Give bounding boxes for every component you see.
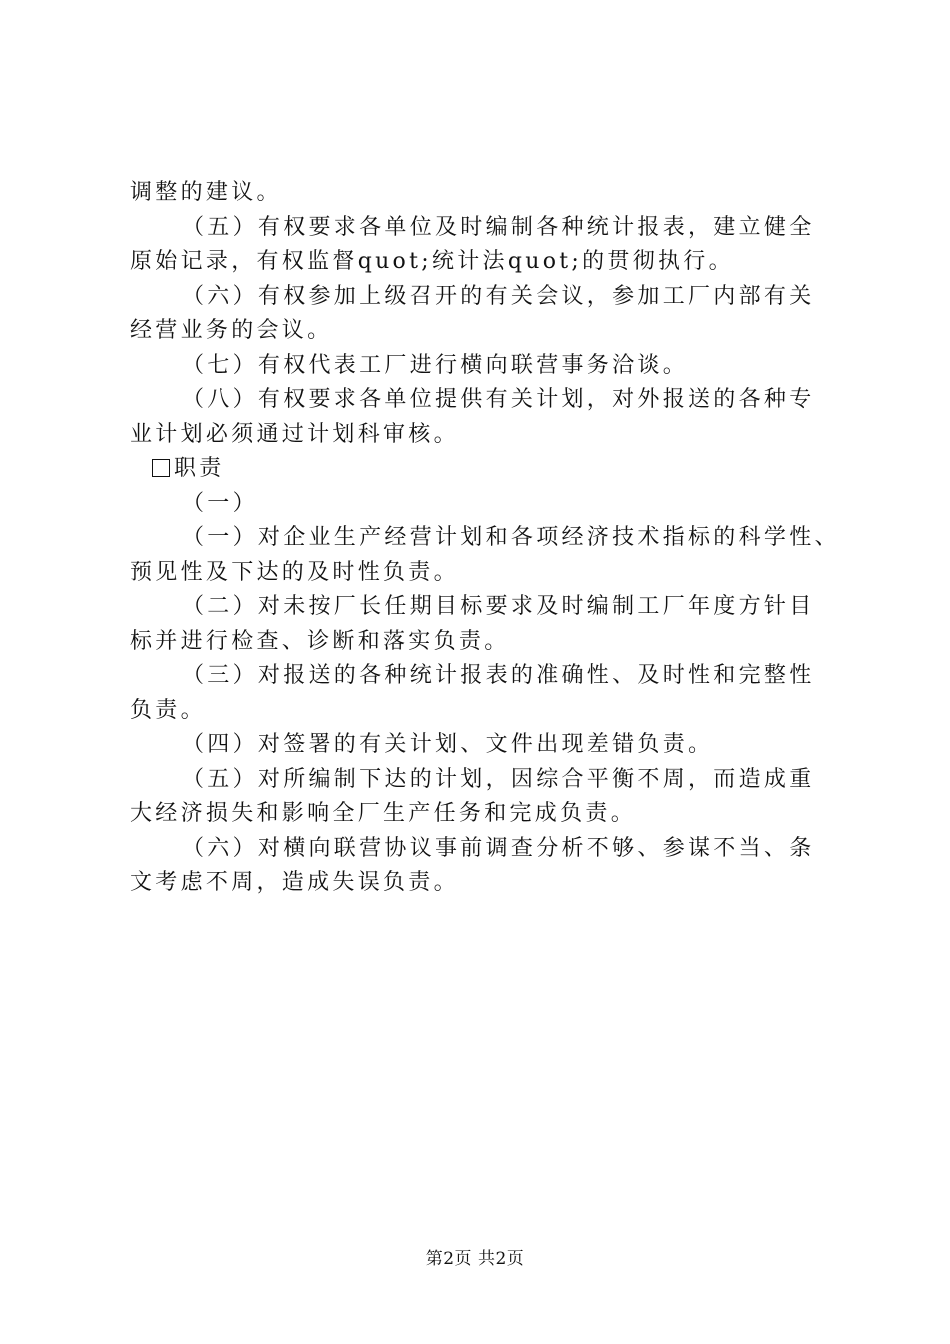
checkbox-square-icon <box>152 459 170 477</box>
text-line: 负责。 <box>130 697 206 723</box>
text-line: （四）对签署的有关计划、文件出现差错负责。 <box>182 732 714 757</box>
text-line: （五）有权要求各单位及时编制各种统计报表，建立健全 <box>182 214 815 240</box>
text-line: （六）有权参加上级召开的有关会议，参加工厂内部有关 <box>182 283 815 309</box>
section-heading <box>130 452 850 487</box>
text-line: 业计划必须通过计划科审核。 <box>130 421 459 447</box>
text-line: （五）对所编制下达的计划，因综合平衡不周，而造成重 <box>182 766 815 792</box>
text-line: （三）对报送的各种统计报表的准确性、及时性和完整性 <box>182 663 815 688</box>
text-line: （七）有权代表工厂进行横向联营事务洽谈。 <box>182 352 689 378</box>
text-line: 文考虑不周，造成失误负责。 <box>130 870 459 895</box>
text-line: 调整的建议。 <box>130 180 282 205</box>
text-line: 标并进行检查、诊断和落实负责。 <box>130 628 510 654</box>
section-heading-text: 职责 <box>174 456 225 481</box>
text-line: 经营业务的会议。 <box>130 318 333 343</box>
text-line: （六）对横向联营协议事前调查分析不够、参谋不当、条 <box>182 835 815 861</box>
text-line: 大经济损失和影响全厂生产任务和完成负责。 <box>130 801 637 826</box>
text-line: 原始记录，有权监督quot;统计法quot;的贯彻执行。 <box>130 249 734 274</box>
document-body <box>130 176 850 901</box>
text-line: （二）对未按厂长任期目标要求及时编制工厂年度方针目 <box>182 594 815 619</box>
page-number-footer: 第2页 共2页 <box>425 1249 525 1269</box>
text-line: （一） <box>182 490 258 516</box>
text-line: 预见性及下达的及时性负责。 <box>130 559 459 585</box>
text-line: （一）对企业生产经营计划和各项经济技术指标的科学性、 <box>182 525 840 550</box>
text-line: （八）有权要求各单位提供有关计划，对外报送的各种专 <box>182 387 815 412</box>
